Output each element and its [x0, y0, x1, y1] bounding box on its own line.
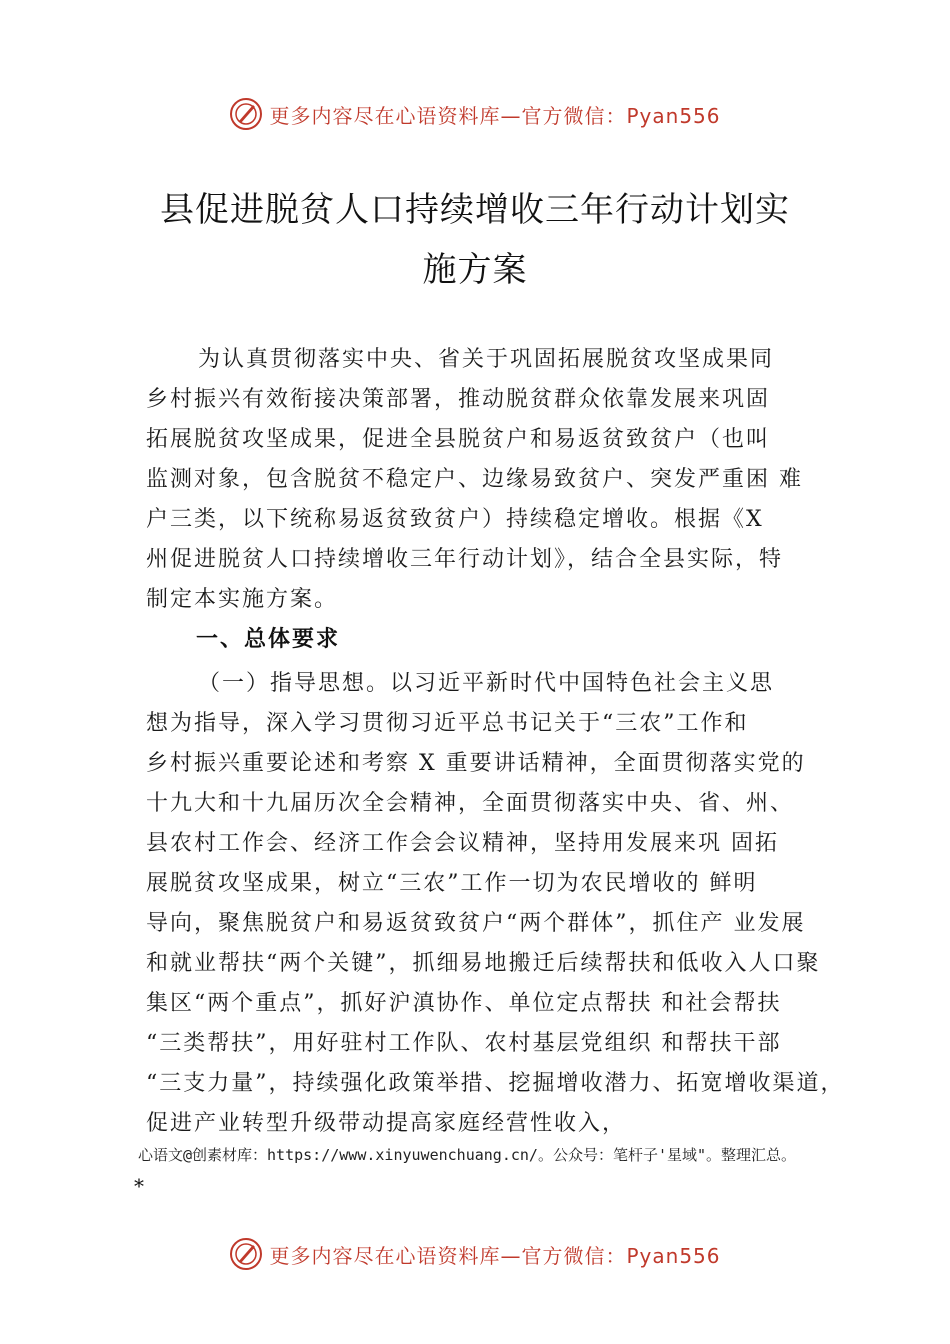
banner-separator: —	[500, 103, 522, 128]
footer-note: 心语文@创素材库：https://www.xinyuwenchuang.cn/。公众号：笔杆子'星域"。整理汇总。	[138, 1146, 797, 1164]
paragraph-line: 县农村工作会、经济工作会会议精神，坚持用发展来巩 固拓	[146, 831, 779, 856]
logo-icon	[229, 1237, 263, 1271]
paragraph-line: “三类帮扶”，用好驻村工作队、农村基层党组织 和帮扶干部	[146, 1031, 782, 1056]
header-banner	[0, 94, 950, 134]
paragraph-line: 和就业帮扶“两个关键”，抓细易地搬迁后续帮扶和低收入人口聚	[146, 951, 821, 976]
paragraph-line: “三支力量”，持续强化政策举措、挖掘增收潜力、拓宽增收渠道，	[146, 1071, 845, 1096]
banner-wechat-id: Pyan556	[626, 1243, 721, 1268]
banner-wechat-label: 官方微信：	[521, 103, 627, 128]
banner-text	[269, 100, 720, 129]
guiding-paragraph	[146, 664, 846, 1144]
paragraph-line: 十九大和十九届历次全会精神，全面贯彻落实中央、省、州、	[146, 791, 795, 816]
paragraph-line: 拓展脱贫攻坚成果，促进全县脱贫户和易返贫致贫户（也叫	[146, 427, 771, 452]
section-heading: 一、总体要求	[196, 627, 341, 652]
paragraph-line: 乡村振兴重要论述和考察 X 重要讲话精神，全面贯彻落实党的	[146, 751, 806, 776]
paragraph-line: 制定本实施方案。	[146, 587, 339, 612]
paragraph-line: 监测对象，包含脱贫不稳定户、边缘易致贫户、突发严重困 难	[146, 467, 803, 492]
paragraph-line: 户三类，以下统称易返贫致贫户）持续稳定增收。根据《X	[146, 507, 764, 532]
paragraph-line: 想为指导，深入学习贯彻习近平总书记关于“三农”工作和	[146, 711, 749, 736]
document-title-line-1: 县促进脱贫人口持续增收三年行动计划实	[160, 190, 790, 230]
paragraph-line: 乡村振兴有效衔接决策部署，推动脱贫群众依靠发展来巩固	[146, 387, 771, 412]
banner-wechat-id: Pyan556	[626, 103, 721, 128]
banner-slogan: 更多内容尽在心语资料库	[269, 103, 501, 128]
intro-paragraph	[146, 340, 846, 620]
footer-star: *	[134, 1174, 144, 1198]
logo-icon	[229, 97, 263, 131]
paragraph-line: 促进产业转型升级带动提高家庭经营性收入，	[146, 1111, 627, 1136]
paragraph-line: 展脱贫攻坚成果，树立“三农”工作一切为农民增收的 鲜明	[146, 871, 758, 896]
paragraph-line: （一）指导思想。以习近平新时代中国特色社会主义思	[198, 671, 775, 696]
document-title-line-2: 施方案	[422, 250, 528, 290]
banner-slogan: 更多内容尽在心语资料库	[269, 1243, 501, 1268]
paragraph-line: 州促进脱贫人口持续增收三年行动计划》，结合全县实际，特	[146, 547, 784, 572]
banner-text	[269, 1240, 720, 1269]
banner-separator: —	[500, 1243, 522, 1268]
paragraph-line: 导向，聚焦脱贫户和易返贫致贫户“两个群体”，抓住产 业发展	[146, 911, 806, 936]
paragraph-line: 集区“两个重点”，抓好沪滇协作、单位定点帮扶 和社会帮扶	[146, 991, 782, 1016]
paragraph-line: 为认真贯彻落实中央、省关于巩固拓展脱贫攻坚成果同	[198, 347, 775, 372]
banner-wechat-label: 官方微信：	[521, 1243, 627, 1268]
footer-banner	[0, 1234, 950, 1274]
